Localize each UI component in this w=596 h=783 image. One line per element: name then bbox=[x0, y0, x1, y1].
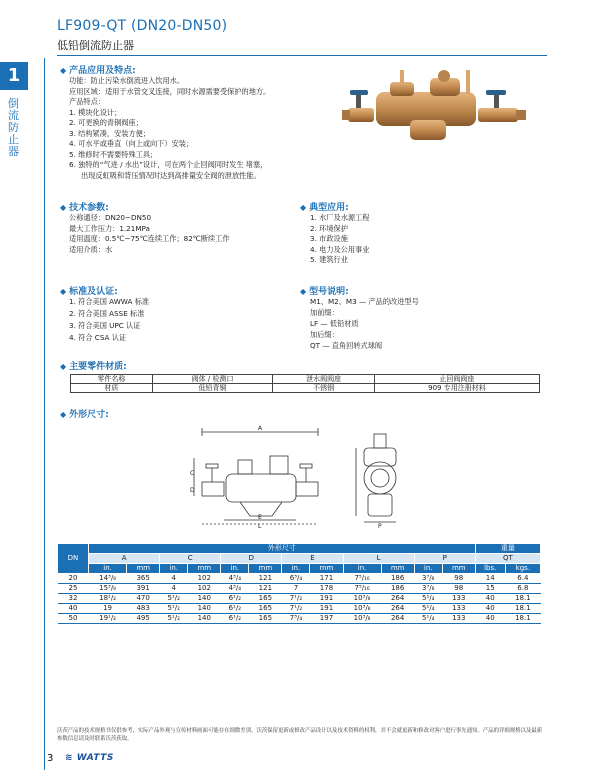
dimensions-heading: ◆ 外形尺寸: bbox=[60, 410, 109, 420]
unit-cell: mm bbox=[188, 564, 221, 574]
table-cell: 7⁵/₁₆ bbox=[343, 574, 381, 584]
table-cell: 6¹/₂ bbox=[221, 594, 249, 604]
table-cell: 391 bbox=[127, 584, 160, 594]
table-cell: 98 bbox=[442, 574, 475, 584]
table-cell: 5¹/₄ bbox=[414, 594, 442, 604]
model-line: LF — 低铅材质 bbox=[310, 319, 359, 328]
table-row bbox=[58, 604, 541, 614]
table-cell: 40 bbox=[58, 604, 89, 614]
table-cell: 264 bbox=[381, 594, 414, 604]
table-cell: 165 bbox=[249, 604, 282, 614]
features-line: 应用区域：适用于水管交叉连接，同时水源需要受保护的地方。 bbox=[69, 86, 271, 96]
model-notes-heading: ◆ 型号说明: bbox=[300, 287, 349, 297]
watts-logo: ≋ WATTS bbox=[65, 753, 114, 763]
table-cell: 495 bbox=[127, 614, 160, 624]
table-cell: 6.8 bbox=[505, 584, 540, 594]
tech-line: 最大工作压力：1.21MPa bbox=[69, 223, 150, 233]
table-cell: 178 bbox=[310, 584, 343, 594]
standards-text bbox=[69, 296, 149, 344]
table-cell: 40 bbox=[475, 594, 505, 604]
table-cell: 10³/₈ bbox=[343, 594, 381, 604]
table-cell: 121 bbox=[249, 574, 282, 584]
table-cell: 191 bbox=[310, 604, 343, 614]
table-cell: 6³/₄ bbox=[282, 574, 310, 584]
table-cell: 10³/₈ bbox=[343, 604, 381, 614]
table-units-row bbox=[58, 564, 541, 574]
table-cell: 7⁵/₁₆ bbox=[343, 584, 381, 594]
dim-label-a: A bbox=[258, 425, 263, 432]
features-line: 1. 模块化设计； bbox=[69, 107, 122, 117]
table-cell: 4 bbox=[160, 574, 188, 584]
table-cell: 197 bbox=[310, 614, 343, 624]
application-line: 3. 市政设施 bbox=[310, 234, 348, 243]
table-cell: 4³/₄ bbox=[221, 584, 249, 594]
dim-label-d: D bbox=[190, 487, 195, 494]
table-cell: 140 bbox=[188, 604, 221, 614]
logo-mark-icon: ≋ bbox=[65, 753, 74, 763]
table-cell: 40 bbox=[475, 614, 505, 624]
table-cell: 15³/₈ bbox=[89, 584, 127, 594]
unit-cell: in. bbox=[343, 564, 381, 574]
table-cell: 6¹/₂ bbox=[221, 604, 249, 614]
standards-heading: ◆ 标准及认证: bbox=[60, 287, 118, 297]
unit-cell: in. bbox=[221, 564, 249, 574]
unit-cell: in. bbox=[414, 564, 442, 574]
dim-label-l: L bbox=[258, 523, 262, 528]
tech-line: 适用介质：水 bbox=[69, 244, 113, 254]
applications-heading: ◆ 典型应用: bbox=[300, 203, 349, 213]
application-line: 5. 建筑行业 bbox=[310, 255, 348, 264]
unit-cell: mm bbox=[442, 564, 475, 574]
header-divider bbox=[57, 55, 547, 56]
features-heading: ◆ 产品应用及特点: bbox=[60, 66, 136, 76]
table-row bbox=[58, 574, 541, 584]
table-cell: 3⁷/₈ bbox=[414, 584, 442, 594]
diamond-bullet-icon: ◆ bbox=[300, 287, 307, 296]
unit-cell: mm bbox=[127, 564, 160, 574]
table-row bbox=[71, 375, 540, 384]
unit-cell: kgs. bbox=[505, 564, 540, 574]
table-cell: 20 bbox=[58, 574, 89, 584]
table-cell: 18.1 bbox=[505, 594, 540, 604]
materials-table bbox=[70, 374, 540, 393]
table-cell: 阀体 / 检测口 bbox=[152, 375, 273, 384]
dim-label-e: E bbox=[258, 514, 262, 521]
page-subtitle: 低铅倒流防止器 bbox=[57, 39, 134, 52]
table-cell: 5¹/₂ bbox=[160, 614, 188, 624]
table-cell: 5¹/₂ bbox=[160, 594, 188, 604]
features-line: 5. 维修时不需要特殊工具； bbox=[69, 149, 158, 159]
table-cell: 50 bbox=[58, 614, 89, 624]
applications-text bbox=[310, 213, 369, 266]
table-cell: 19¹/₂ bbox=[89, 614, 127, 624]
table-cell: 14 bbox=[475, 574, 505, 584]
table-cell: 909 专用注册材料 bbox=[374, 384, 539, 393]
table-cell: 止回阀阀座 bbox=[374, 375, 539, 384]
table-cell: 5¹/₄ bbox=[414, 614, 442, 624]
table-cell: 7¹/₂ bbox=[282, 594, 310, 604]
features-line: 出现反虹吸和背压情况时达到高排量安全阀的泄放性能。 bbox=[81, 170, 261, 180]
table-header-row bbox=[58, 544, 541, 554]
table-row bbox=[71, 384, 540, 393]
table-header-cell: A bbox=[89, 554, 160, 564]
table-cell: 5¹/₂ bbox=[160, 604, 188, 614]
table-cell: 121 bbox=[249, 584, 282, 594]
product-photo bbox=[340, 64, 540, 144]
tech-params-text bbox=[69, 213, 230, 255]
diamond-bullet-icon: ◆ bbox=[60, 287, 67, 296]
materials-heading: ◆ 主要零件材质: bbox=[60, 362, 127, 372]
side-divider bbox=[44, 58, 45, 770]
table-cell: 186 bbox=[381, 574, 414, 584]
table-cell: 零件名称 bbox=[71, 375, 153, 384]
table-cell: 18.1 bbox=[505, 604, 540, 614]
dim-label-c: C bbox=[190, 470, 195, 477]
dim-label-p: P bbox=[378, 523, 382, 528]
table-cell: 材质 bbox=[71, 384, 153, 393]
table-cell: 7¹/₂ bbox=[282, 604, 310, 614]
table-cell: 133 bbox=[442, 604, 475, 614]
model-notes-text bbox=[310, 296, 419, 351]
features-line: 3. 结构紧凑，安装方便； bbox=[69, 128, 151, 138]
table-cell: 470 bbox=[127, 594, 160, 604]
table-row bbox=[58, 584, 541, 594]
table-cell: 7³/₄ bbox=[282, 614, 310, 624]
table-cell: 6¹/₂ bbox=[221, 614, 249, 624]
table-cell: 4³/₄ bbox=[221, 574, 249, 584]
page-title: LF909-QT (DN20-DN50) bbox=[57, 18, 228, 34]
table-cell: 40 bbox=[475, 604, 505, 614]
table-cell: 191 bbox=[310, 594, 343, 604]
chapter-label: 倒流防止器 bbox=[8, 97, 19, 158]
unit-cell: in. bbox=[282, 564, 310, 574]
table-cell: 32 bbox=[58, 594, 89, 604]
tech-line: 适用温度：0.5℃~75℃连续工作；82℃断续工作 bbox=[69, 234, 230, 243]
table-cell: 264 bbox=[381, 614, 414, 624]
standard-line: 2. 符合美国 ASSE 标准 bbox=[69, 309, 145, 318]
end-view-drawing bbox=[350, 428, 410, 528]
table-cell: 15 bbox=[475, 584, 505, 594]
table-cell: 186 bbox=[381, 584, 414, 594]
unit-cell: mm bbox=[310, 564, 343, 574]
table-cell: 18.1 bbox=[505, 614, 540, 624]
table-cell: 98 bbox=[442, 584, 475, 594]
table-cell: 102 bbox=[188, 574, 221, 584]
table-header-cell: C bbox=[160, 554, 221, 564]
table-row bbox=[58, 614, 541, 624]
table-cell: 133 bbox=[442, 594, 475, 604]
unit-cell: mm bbox=[381, 564, 414, 574]
features-line: 6. 独特的“气进 / 水出”设计，可在两个止回阀同时发生 堵塞， bbox=[69, 160, 268, 169]
features-line: 功能：防止污染水倒流进入饮用水。 bbox=[69, 76, 185, 85]
tech-line: 公称通径：DN20~DN50 bbox=[69, 213, 152, 222]
chapter-badge: 1 bbox=[0, 62, 28, 90]
features-line: 2. 可更换的青铜阀座； bbox=[69, 118, 143, 127]
table-cell: 264 bbox=[381, 604, 414, 614]
table-cell: 不锈钢 bbox=[273, 384, 374, 393]
table-row bbox=[58, 594, 541, 604]
table-cell: 4 bbox=[160, 584, 188, 594]
table-cell: 25 bbox=[58, 584, 89, 594]
diamond-bullet-icon: ◆ bbox=[60, 66, 67, 75]
table-cell: 102 bbox=[188, 584, 221, 594]
standard-line: 4. 符合 CSA 认证 bbox=[69, 333, 127, 342]
features-text bbox=[69, 76, 270, 181]
table-header-cell: L bbox=[343, 554, 414, 564]
table-header-cell: D bbox=[221, 554, 282, 564]
disclaimer-note: 沃茨产品的技术规格书仅供参考，实际产品外观与宣传材料画面可能存在细微差别。沃茨保留更新或修改产品设计以及技术资料的权利，并不会就更新和修改对客户进行事先通知。产品的详细规格以及最新参数信息请及时联系沃茨获取。 bbox=[57, 728, 543, 742]
table-cell: 14³/₈ bbox=[89, 574, 127, 584]
application-line: 1. 水厂及水源工程 bbox=[310, 213, 370, 222]
table-header-cell: P bbox=[414, 554, 475, 564]
application-line: 4. 电力及公用事业 bbox=[310, 244, 370, 254]
application-line: 2. 环境保护 bbox=[310, 223, 348, 233]
table-cell: 165 bbox=[249, 594, 282, 604]
table-cell: 10³/₈ bbox=[343, 614, 381, 624]
table-cell: 泄水阀阀座 bbox=[273, 375, 374, 384]
table-header-cell: 重量 bbox=[475, 544, 540, 554]
table-cell: 165 bbox=[249, 614, 282, 624]
table-cell: 171 bbox=[310, 574, 343, 584]
table-cell: 133 bbox=[442, 614, 475, 624]
table-cell: 6.4 bbox=[505, 574, 540, 584]
diamond-bullet-icon: ◆ bbox=[60, 410, 67, 419]
table-header-cell: E bbox=[282, 554, 343, 564]
dimensions-table bbox=[57, 543, 541, 624]
side-view-drawing bbox=[190, 420, 330, 528]
diamond-bullet-icon: ◆ bbox=[60, 362, 67, 371]
standard-line: 3. 符合美国 UPC 认证 bbox=[69, 321, 141, 330]
table-cell: 3⁷/₈ bbox=[414, 574, 442, 584]
table-cell: 140 bbox=[188, 614, 221, 624]
diamond-bullet-icon: ◆ bbox=[60, 203, 67, 212]
table-cell: 低铅青铜 bbox=[152, 384, 273, 393]
standard-line: 1. 符合美国 AWWA 标准 bbox=[69, 297, 150, 306]
table-cell: 483 bbox=[127, 604, 160, 614]
tech-params-heading: ◆ 技术参数: bbox=[60, 203, 109, 213]
unit-cell: in. bbox=[89, 564, 127, 574]
model-line: 加后缀： bbox=[310, 330, 339, 339]
table-cell: 19 bbox=[89, 604, 127, 614]
unit-cell: lbs. bbox=[475, 564, 505, 574]
table-header-cell: QT bbox=[475, 554, 540, 564]
unit-cell: mm bbox=[249, 564, 282, 574]
table-cell: 140 bbox=[188, 594, 221, 604]
model-line: M1、M2、M3 — 产品的改进型号 bbox=[310, 297, 419, 306]
model-line: 加前缀： bbox=[310, 308, 339, 317]
unit-cell: in. bbox=[160, 564, 188, 574]
page-number: 3 bbox=[47, 753, 54, 764]
table-cell: 365 bbox=[127, 574, 160, 584]
model-line: QT — 直角回转式球阀 bbox=[310, 341, 383, 350]
table-cell: 5¹/₄ bbox=[414, 604, 442, 614]
table-cell: 7 bbox=[282, 584, 310, 594]
diamond-bullet-icon: ◆ bbox=[300, 203, 307, 212]
table-cell: 18¹/₂ bbox=[89, 594, 127, 604]
table-header-cell: 外形尺寸 bbox=[89, 544, 476, 554]
table-header-cell: DN bbox=[58, 544, 89, 574]
features-line: 4. 可水平或垂直（向上或向下）安装； bbox=[69, 139, 194, 148]
features-line: 产品特点： bbox=[69, 97, 105, 106]
table-header-row bbox=[58, 554, 541, 564]
